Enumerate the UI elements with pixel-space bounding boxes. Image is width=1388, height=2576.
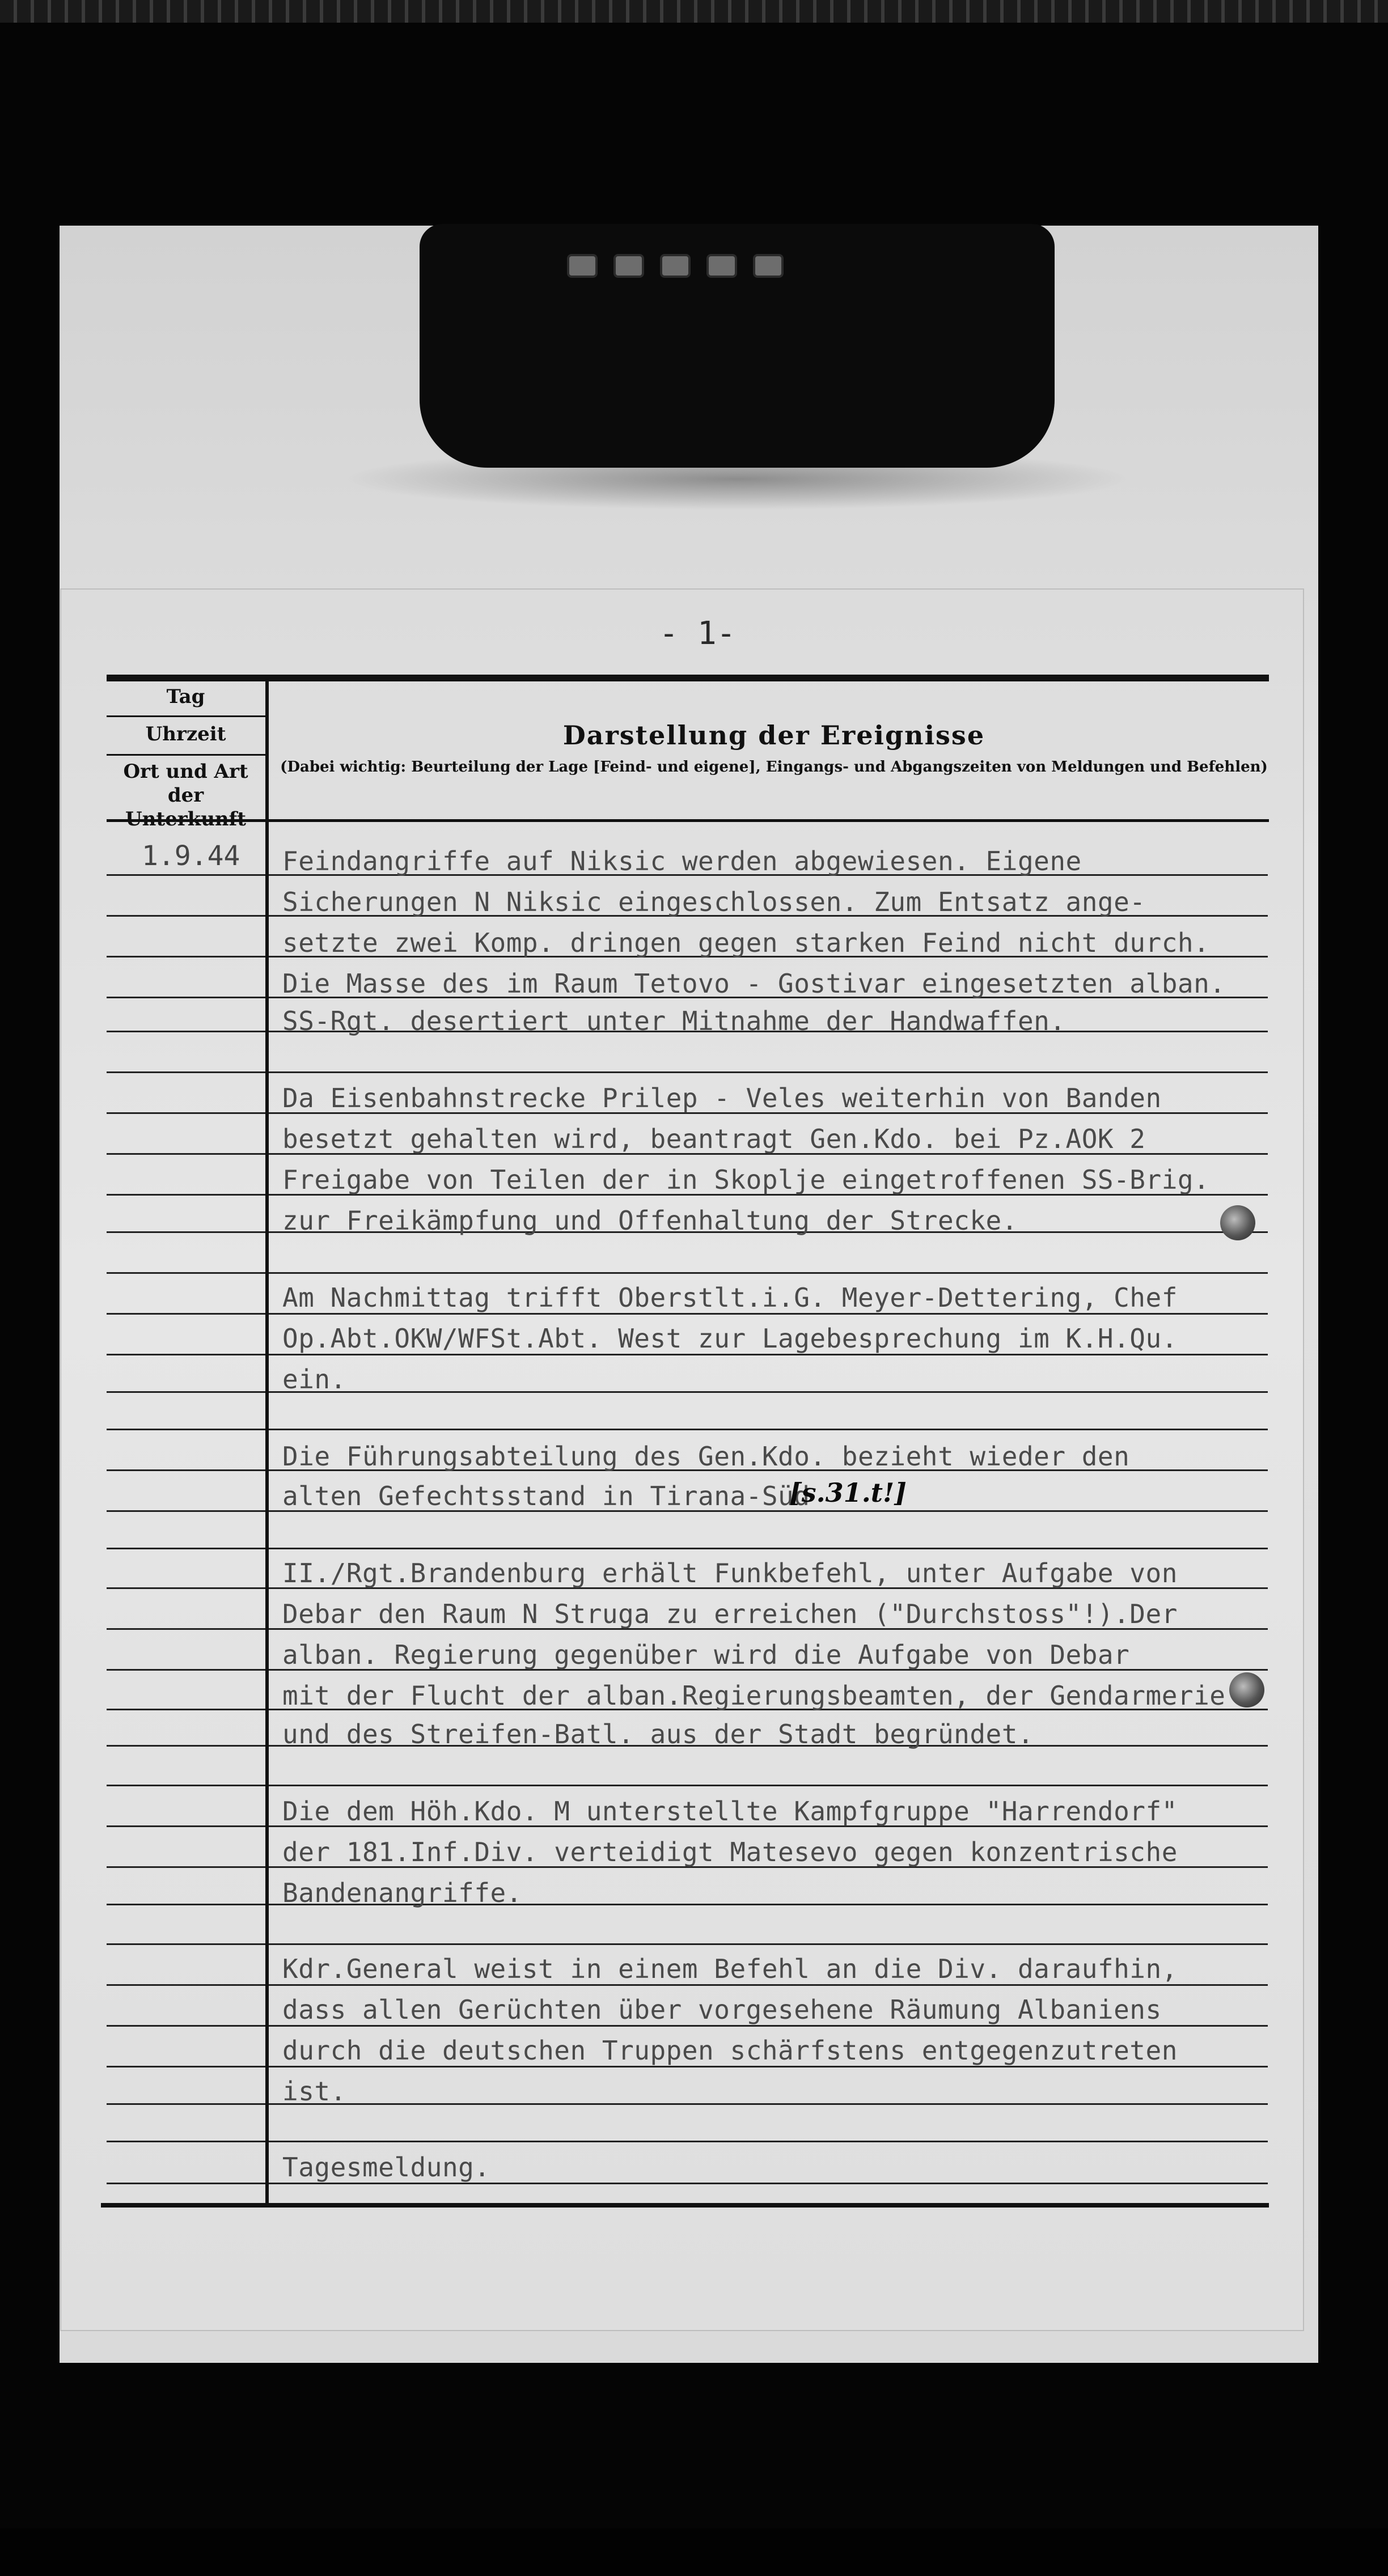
- entry-line: Da Eisenbahnstrecke Prilep - Veles weiterhin von Banden: [282, 1083, 1162, 1113]
- ruled-line: [269, 1785, 1268, 1786]
- entry-line: Debar den Raum N Struga zu erreichen ("Durchstoss"!).Der: [282, 1599, 1178, 1629]
- ruled-line-left: [107, 2103, 265, 2105]
- ruled-line-left: [107, 1548, 265, 1549]
- ruled-line-left: [107, 997, 265, 998]
- ruled-line: [269, 1391, 1268, 1393]
- film-edge-bottom: [0, 2528, 1388, 2576]
- entry-date: 1.9.44: [142, 840, 240, 872]
- ruled-line-left: [107, 1391, 265, 1393]
- entry-line: durch die deutschen Truppen schärfstens entgegenzutreten: [282, 2035, 1178, 2066]
- entry-line: alban. Regierung gegenüber wird die Aufgabe von Debar: [282, 1639, 1130, 1670]
- ruled-line-left: [107, 1669, 265, 1671]
- ruled-line: [269, 2103, 1268, 2105]
- ruled-line-left: [107, 2025, 265, 2027]
- clip-hole: [753, 254, 784, 278]
- entry-line: ist.: [282, 2076, 346, 2107]
- entry-line: Die dem Höh.Kdo. M unterstellte Kampfgruppe "Harrendorf": [282, 1796, 1178, 1827]
- entry-line: und des Streifen-Batl. aus der Stadt begründet.: [282, 1719, 1034, 1749]
- film-edge-top: [0, 0, 1388, 23]
- entry-line: II./Rgt.Brandenburg erhält Funkbefehl, unter Aufgabe von: [282, 1558, 1178, 1588]
- ruled-line: [269, 1272, 1268, 1274]
- ruled-line-left: [107, 1628, 265, 1630]
- ruled-line-left: [107, 1745, 265, 1747]
- ruled-line-left: [107, 1272, 265, 1274]
- header-label-tag: Tag: [166, 685, 205, 708]
- entry-line: zur Freikämpfung und Offenhaltung der Strecke.: [282, 1205, 1018, 1236]
- ruled-line: [269, 2025, 1268, 2027]
- header-label-uhrzeit: Uhrzeit: [145, 723, 226, 745]
- entry-line: Die Masse des im Raum Tetovo - Gostivar eingesetzten alban.: [282, 968, 1226, 999]
- entry-line: Am Nachmittag trifft Oberstlt.i.G. Meyer-Dettering, Chef: [282, 1282, 1178, 1313]
- clip-hole: [660, 254, 691, 278]
- ruled-line-left: [107, 1354, 265, 1355]
- ruled-line-left: [107, 2066, 265, 2067]
- ruled-line-left: [107, 2141, 265, 2142]
- top-thick-rule: [107, 675, 1269, 681]
- ruled-line-left: [107, 1943, 265, 1945]
- ruled-line-left: [107, 956, 265, 957]
- entry-line: Sicherungen N Niksic eingeschlossen. Zum Entsatz ange-: [282, 887, 1146, 917]
- entry-line: mit der Flucht der alban.Regierungsbeamten, der Gendarmerie: [282, 1680, 1226, 1711]
- header-sub-rule-1: [107, 715, 266, 717]
- ruled-line-left: [107, 1112, 265, 1114]
- ruled-line-left: [107, 1904, 265, 1905]
- ruled-line: [269, 1313, 1268, 1315]
- entry-line: Feindangriffe auf Niksic werden abgewiesen. Eigene: [282, 846, 1082, 876]
- ruled-line-left: [107, 1153, 265, 1155]
- ruled-line-left: [107, 1825, 265, 1827]
- ruled-line-left: [107, 2183, 265, 2184]
- ruled-line-left: [107, 1709, 265, 1710]
- ruled-line: [269, 1071, 1268, 1073]
- entry-line: SS-Rgt. desertiert unter Mitnahme der Handwaffen.: [282, 1006, 1066, 1036]
- page-number: - 1-: [659, 615, 736, 652]
- ruled-line-left: [107, 915, 265, 917]
- column-divider: [265, 680, 269, 2205]
- entry-line: Die Führungsabteilung des Gen.Kdo. bezieht wieder den: [282, 1441, 1130, 1472]
- ruled-line-left: [107, 1469, 265, 1471]
- clip-hole: [613, 254, 644, 278]
- binder-clip-holes: [567, 254, 784, 278]
- ruled-line-left: [107, 1071, 265, 1073]
- ruled-line-left: [107, 874, 265, 876]
- entry-line: ein.: [282, 1364, 346, 1395]
- ruled-line-left: [107, 1429, 265, 1430]
- ruled-line: [269, 1984, 1268, 1986]
- bottom-thick-rule: [101, 2203, 1269, 2208]
- entry-line: Tagesmeldung.: [282, 2152, 490, 2183]
- entry-line: setzte zwei Komp. dringen gegen starken Feind nicht durch.: [282, 927, 1210, 958]
- ruled-line: [269, 1943, 1268, 1945]
- entry-line: Freigabe von Teilen der in Skoplje eingetroffenen SS-Brig.: [282, 1164, 1210, 1195]
- header-title: Darstellung der Ereignisse: [562, 720, 985, 751]
- handwritten-note: [s.31.t!]: [789, 1477, 907, 1508]
- ruled-line-left: [107, 1194, 265, 1196]
- ruled-line-left: [107, 1313, 265, 1315]
- entry-line: besetzt gehalten wird, beantragt Gen.Kdo. bei Pz.AOK 2: [282, 1124, 1146, 1154]
- header-label-ort: Ort und Art der Unterkunft: [123, 760, 248, 831]
- ruled-line: [269, 1354, 1268, 1355]
- entry-line: alten Gefechtsstand in Tirana-Süd: [282, 1481, 810, 1511]
- ruled-line-left: [107, 1510, 265, 1512]
- clip-hole: [706, 254, 737, 278]
- ruled-line-left: [107, 1785, 265, 1786]
- entry-line: Op.Abt.OKW/WFSt.Abt. West zur Lagebesprechung im K.H.Qu.: [282, 1323, 1178, 1354]
- ruled-line-left: [107, 1866, 265, 1868]
- punch-hole: [1220, 1205, 1255, 1240]
- ruled-line: [269, 1548, 1268, 1549]
- clip-hole: [567, 254, 598, 278]
- ruled-line: [269, 2141, 1268, 2142]
- header-sub-rule-2: [107, 754, 266, 756]
- ruled-line-left: [107, 1031, 265, 1032]
- entry-line: Bandenangriffe.: [282, 1878, 522, 1908]
- entry-line: dass allen Gerüchten über vorgesehene Räumung Albaniens: [282, 1994, 1162, 2025]
- ruled-line-left: [107, 1587, 265, 1589]
- ruled-line: [269, 2066, 1268, 2067]
- ruled-line: [269, 2183, 1268, 2184]
- entry-line: der 181.Inf.Div. verteidigt Matesevo gegen konzentrische: [282, 1837, 1178, 1867]
- punch-hole: [1229, 1672, 1264, 1708]
- header-bottom-rule: [107, 819, 1269, 822]
- ruled-line-left: [107, 1984, 265, 1986]
- entry-line: Kdr.General weist in einem Befehl an die Div. daraufhin,: [282, 1954, 1178, 1984]
- ruled-line-left: [107, 1231, 265, 1233]
- header-subtitle: (Dabei wichtig: Beurteilung der Lage [Feind- und eigene], Eingangs- und Abgangszeiten von Meldungen und Befehlen): [280, 759, 1268, 776]
- ruled-line: [269, 1429, 1268, 1430]
